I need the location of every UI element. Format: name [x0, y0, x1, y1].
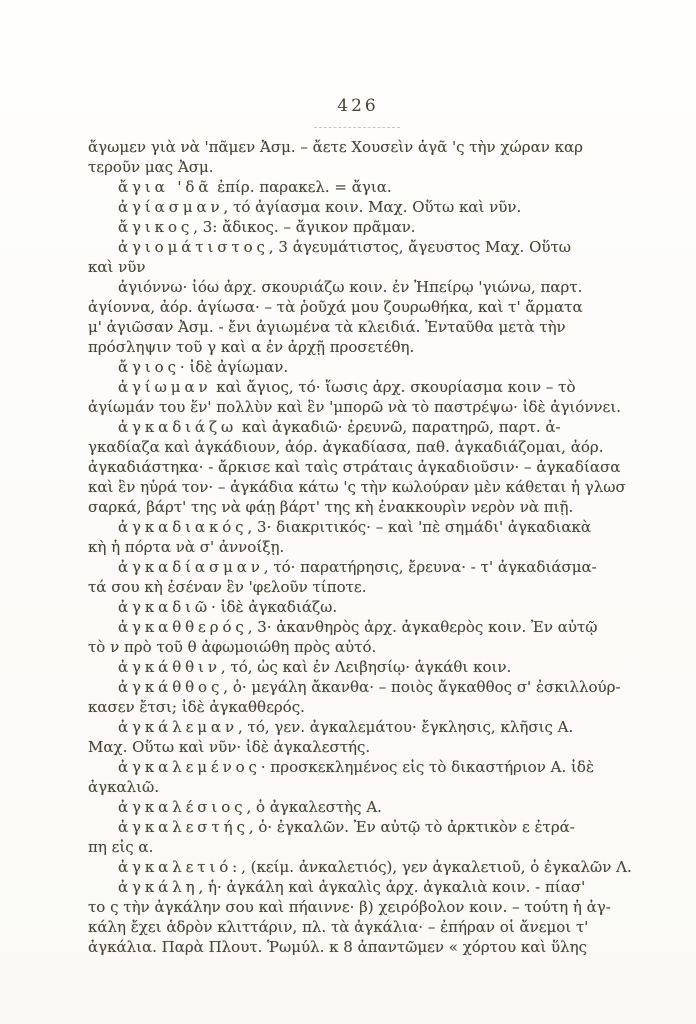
text-line	[88, 497, 633, 517]
text-line	[88, 737, 633, 757]
text-line	[88, 557, 633, 577]
line-text: ἀγίοννα, ἀόρ. ἀγίωσα· – τὰ ῥοῦχά μου ζουρωθήκα, καὶ τ' ἄρματα	[88, 298, 583, 316]
headword: ἀγκαδιακός	[118, 518, 248, 536]
text-line	[88, 217, 633, 237]
line-text: · ἰδὲ ἀγίωμαν.	[179, 358, 289, 376]
text-line	[88, 317, 633, 337]
text-line	[88, 637, 633, 657]
text-line	[88, 397, 633, 417]
text-line	[88, 357, 633, 377]
line-text: , ὁ· ἐγκαλῶν. Ἐν αὐτῷ τὸ ἀρκτικὸν ε ἐτρά-	[248, 818, 575, 836]
text-line	[88, 377, 633, 397]
headword: ἀγκάλη	[118, 878, 199, 896]
line-text: ἀγιόννω· ἰόω ἀρχ. σκουριάζω κοιν. ἐν Ἠπείρῳ 'γιώνω, παρτ.	[118, 278, 583, 296]
text-line	[88, 717, 633, 737]
line-text: · ἰδὲ ἀγκαδιάζω.	[211, 598, 338, 616]
text-line	[88, 197, 633, 217]
text-line	[88, 817, 633, 837]
headword: ἀγκαθθερός	[118, 618, 248, 636]
line-text: πη εἰς α.	[88, 838, 154, 856]
text-line	[88, 577, 633, 597]
text-line	[88, 857, 633, 877]
text-line	[88, 237, 633, 257]
headword: ἀγίωμαν	[118, 378, 212, 396]
line-text: κάλη ἔχει ἁδρὸν κλιττάριν, πλ. τὰ ἀγκάλια· – ἐπήραν οἱ ἄνεμοι τ'	[88, 918, 589, 936]
text-line	[88, 337, 633, 357]
headword: ἀγίασμαν	[118, 198, 224, 216]
line-text: σαρκά, βάρτ' της νὰ φάῃ βάρτ' της κὴ ἐνακκουρὶν νερὸν νὰ πιῇ.	[88, 498, 574, 516]
headword: ἀγκάθθιν	[118, 658, 221, 676]
text-line	[88, 897, 633, 917]
text-line	[88, 777, 633, 797]
line-text: , τό ἀγίασμα κοιν. Μαχ. Οὕτω καὶ νῦν.	[223, 198, 522, 216]
line-text: καὶ ἀγκαδιῶ· ἐρευνῶ, παρατηρῶ, παρτ. ἀ-	[237, 418, 561, 436]
line-text: ἀγκαδιάστηκα· - ἄρκισε καὶ ταὶς στράταις ἀγκαδιοῦσιν· – ἀγκαδίασα	[88, 458, 621, 476]
text-line	[88, 137, 633, 157]
line-text: , 3· διακριτικός· – καὶ 'πὲ σημάδι' ἀγκαδιακὰ	[247, 518, 591, 536]
text-line	[88, 937, 633, 957]
headword: ἀγκαδιῶ	[118, 598, 212, 616]
line-text: · προσκεκλημένος εἰς τὸ δικαστήριον Α. ἰδὲ	[260, 758, 595, 776]
line-text: , ἡ· ἀγκάλη καὶ ἀγκαλὶς ἀρχ. ἀγκαλιὰ κοιν. - πίασ'	[198, 878, 586, 896]
text-line	[88, 157, 633, 177]
headword: ἀγκαλέσιος	[118, 798, 247, 816]
headword: ἀγκαδιάζω	[118, 418, 238, 436]
line-text: ἄγωμεν γιὰ νὰ 'πᾶμεν Ἀσμ. – ἄετε Χουσεὶν ἀγᾶ 'ς τὴν χώραν καρ	[88, 138, 583, 156]
line-text: , 3· ἀκανθηρὸς ἀρχ. ἀγκαθερὸς κοιν. Ἐν αὐτῷ	[247, 618, 598, 636]
line-text: πρόσληψιν τοῦ γ καὶ α ἐν ἀρχῇ προσετέθη.	[88, 338, 415, 356]
headword: ἀγκάλεμαν	[118, 718, 238, 736]
line-text: , τό, ὡς καὶ ἐν Λειβησίῳ· ἀγκάθι κοιν.	[220, 658, 512, 676]
text-line	[88, 517, 633, 537]
line-text: τεροῦν μας Ἀσμ.	[88, 158, 214, 176]
headword: ἀγκαλεμένος	[118, 758, 261, 776]
line-text: , ὁ ἀγκαλεστὴς Α.	[246, 798, 382, 816]
text-block	[88, 137, 633, 957]
headword: ἀγιομάτιστος	[118, 238, 269, 256]
text-line	[88, 457, 633, 477]
text-line	[88, 417, 633, 437]
line-text: ἐπίρ. παρακελ. = ἄγια.	[212, 178, 392, 196]
text-line	[88, 597, 633, 617]
headword: ἄγια 'δᾶ	[118, 178, 213, 196]
text-line	[88, 297, 633, 317]
text-line	[88, 657, 633, 677]
headword: ἀγκαλεστής	[118, 818, 249, 836]
line-text: γκαδίαζα καὶ ἀγκάδιουν, ἀόρ. ἀγκαδίασα, παθ. ἀγκαδιάζομαι, ἀόρ.	[88, 438, 604, 456]
line-text: μ' ἀγιῶσαν Ἀσμ. - ἔνι ἀγιωμένα τὰ κλειδιά. Ἐνταῦθα μετὰ τὴν	[88, 318, 566, 336]
line-text: , (κείμ. ἀνκαλετιός), γεν ἀγκαλετιοῦ, ὁ ἐγκαλῶν Λ.	[241, 858, 632, 876]
line-text: , ὁ· μεγάλη ἄκανθα· – ποιὸς ἄγκαθθος σ' ἐσκιλλούρ-	[223, 678, 621, 696]
line-text: ἀγίωμάν του ἕν' πολλὺν καὶ ἓν 'μπορῶ νὰ τὸ παστρέψω· ἰδὲ ἀγιόννει.	[88, 398, 621, 416]
text-line	[88, 477, 633, 497]
text-line	[88, 917, 633, 937]
line-text: τά σου κὴ ἐσέναν ἓν 'φελοῦν τίποτε.	[88, 578, 367, 596]
line-text: , 3: ἄδικος. – ἄγικον πρᾶμαν.	[193, 218, 416, 236]
line-text: , τό· παρατήρησις, ἔρευνα· - τ' ἀγκαδιάσμα-	[263, 558, 597, 576]
line-text: , τό, γεν. ἀγκαλεμάτου· ἔγκλησις, κλῆσις Α.	[237, 718, 574, 736]
line-text: , 3 ἀγευμάτιστος, ἄγευστος Μαχ. Οὕτω	[268, 238, 572, 256]
line-text: καὶ ἄγιος, τό· ἴωσις ἀρχ. σκουρίασμα κοιν – τὸ	[211, 378, 576, 396]
line-text: καὶ νῦν	[88, 258, 146, 276]
text-line	[88, 797, 633, 817]
text-line	[88, 617, 633, 637]
line-text: καὶ ἓν ηὑρά τον· – ἀγκάδια κάτω 'ς τὴν κωλούραν μὲν κάθεται ἡ γλωσ	[88, 478, 626, 496]
header-divider	[314, 127, 400, 128]
text-line	[88, 537, 633, 557]
headword: ἄγικος	[118, 218, 194, 236]
line-text: ἀγκαλιῶ.	[88, 778, 159, 796]
text-line	[88, 257, 633, 277]
page-number: 426	[337, 96, 379, 116]
headword: ἀγκαλετιό:	[118, 858, 242, 876]
text-line	[88, 677, 633, 697]
headword: ἀγκάθθος	[118, 678, 224, 696]
headword: ἄγιος	[118, 358, 180, 376]
line-text: κασεν ἔτσι; ἰδὲ ἀγκαθθερός.	[88, 698, 305, 716]
text-line	[88, 757, 633, 777]
text-line	[88, 697, 633, 717]
headword: ἀγκαδίασμαν	[118, 558, 264, 576]
line-text: τὸ ν πρὸ τοῦ θ ἀφωμοιώθη πρὸς αὐτό.	[88, 638, 377, 656]
line-text: Μαχ. Οὕτω καὶ νῦν· ἰδὲ ἀγκαλεστής.	[88, 738, 371, 756]
line-text: το ς τὴν ἀγκάλην σου καὶ πήαιννε· β) χειρόβολον κοιν. – τούτη ἡ ἀγ-	[88, 898, 611, 916]
text-line	[88, 277, 633, 297]
line-text: ἀγκάλια. Παρὰ Πλουτ. Ῥωμύλ. κ 8 ἀπαντῶμεν « χόρτου καὶ ὕλης	[88, 938, 588, 956]
text-line	[88, 437, 633, 457]
text-line	[88, 177, 633, 197]
line-text: κὴ ἡ πόρτα νὰ σ' ἀννοίξῃ.	[88, 538, 285, 556]
text-line	[88, 837, 633, 857]
text-line	[88, 877, 633, 897]
